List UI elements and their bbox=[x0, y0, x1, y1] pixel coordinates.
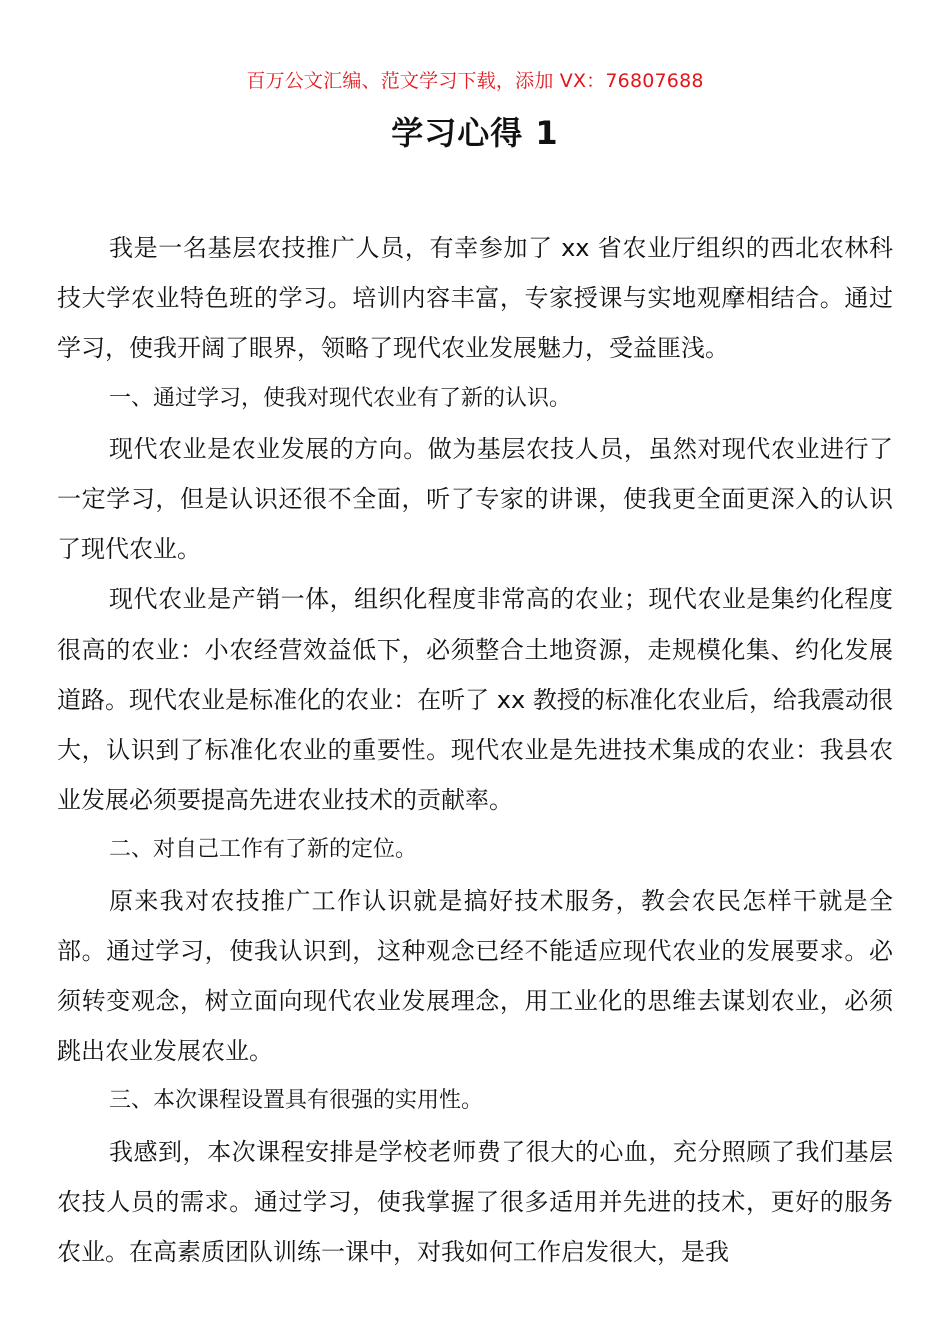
paragraph-course-practicality: 我感到，本次课程安排是学校老师费了很大的心血，充分照顾了我们基层农技人员的需求。通过学习，使我掌握了很多适用并先进的技术，更好的服务农业。在高素质团队训练一课中，对我如何工作启发很大，是我 bbox=[57, 1137, 893, 1267]
page-title: 学习心得 1 bbox=[391, 114, 559, 152]
paragraph-modern-agriculture-direction: 现代农业是农业发展的方向。做为基层农技人员，虽然对现代农业进行了一定学习，但是认识还很不全面，听了专家的讲课，使我更全面更深入的认识了现代农业。 bbox=[57, 434, 893, 564]
section-heading-3: 三、本次课程设置具有很强的实用性。 bbox=[109, 1088, 484, 1114]
section-heading-1: 一、通过学习，使我对现代农业有了新的认识。 bbox=[109, 385, 572, 411]
paragraph-modern-agriculture-features: 现代农业是产销一体，组织化程度非常高的农业；现代农业是集约化程度很高的农业：小农经营效益低下，必须整合土地资源，走规模化集、约化发展道路。现代农业是标准化的农业：在听了 xx 教授的标准化农业后，给我震动很大，认识到了标准化农业的重要性。现代农业是先进技术集成的农业：我县农业发展必须要提高先进农业技术的贡献率。 bbox=[57, 585, 893, 815]
paragraph-intro: 我是一名基层农技推广人员，有幸参加了 xx 省农业厅组织的西北农林科技大学农业特色班的学习。培训内容丰富，专家授课与实地观摩相结合。通过学习，使我开阔了眼界，领略了现代农业发展魅力，受益匪浅。 bbox=[57, 234, 893, 363]
header-note: 百万公文汇编、范文学习下载，添加 VX：76807688 bbox=[246, 70, 704, 92]
document-body bbox=[57, 223, 893, 1277]
section-heading-2: 二、对自己工作有了新的定位。 bbox=[109, 837, 418, 863]
paragraph-work-positioning: 原来我对农技推广工作认识就是搞好技术服务，教会农民怎样干就是全部。通过学习，使我认识到，这种观念已经不能适应现代农业的发展要求。必须转变观念，树立面向现代农业发展理念，用工业化的思维去谋划农业，必须跳出农业发展农业。 bbox=[57, 886, 893, 1066]
